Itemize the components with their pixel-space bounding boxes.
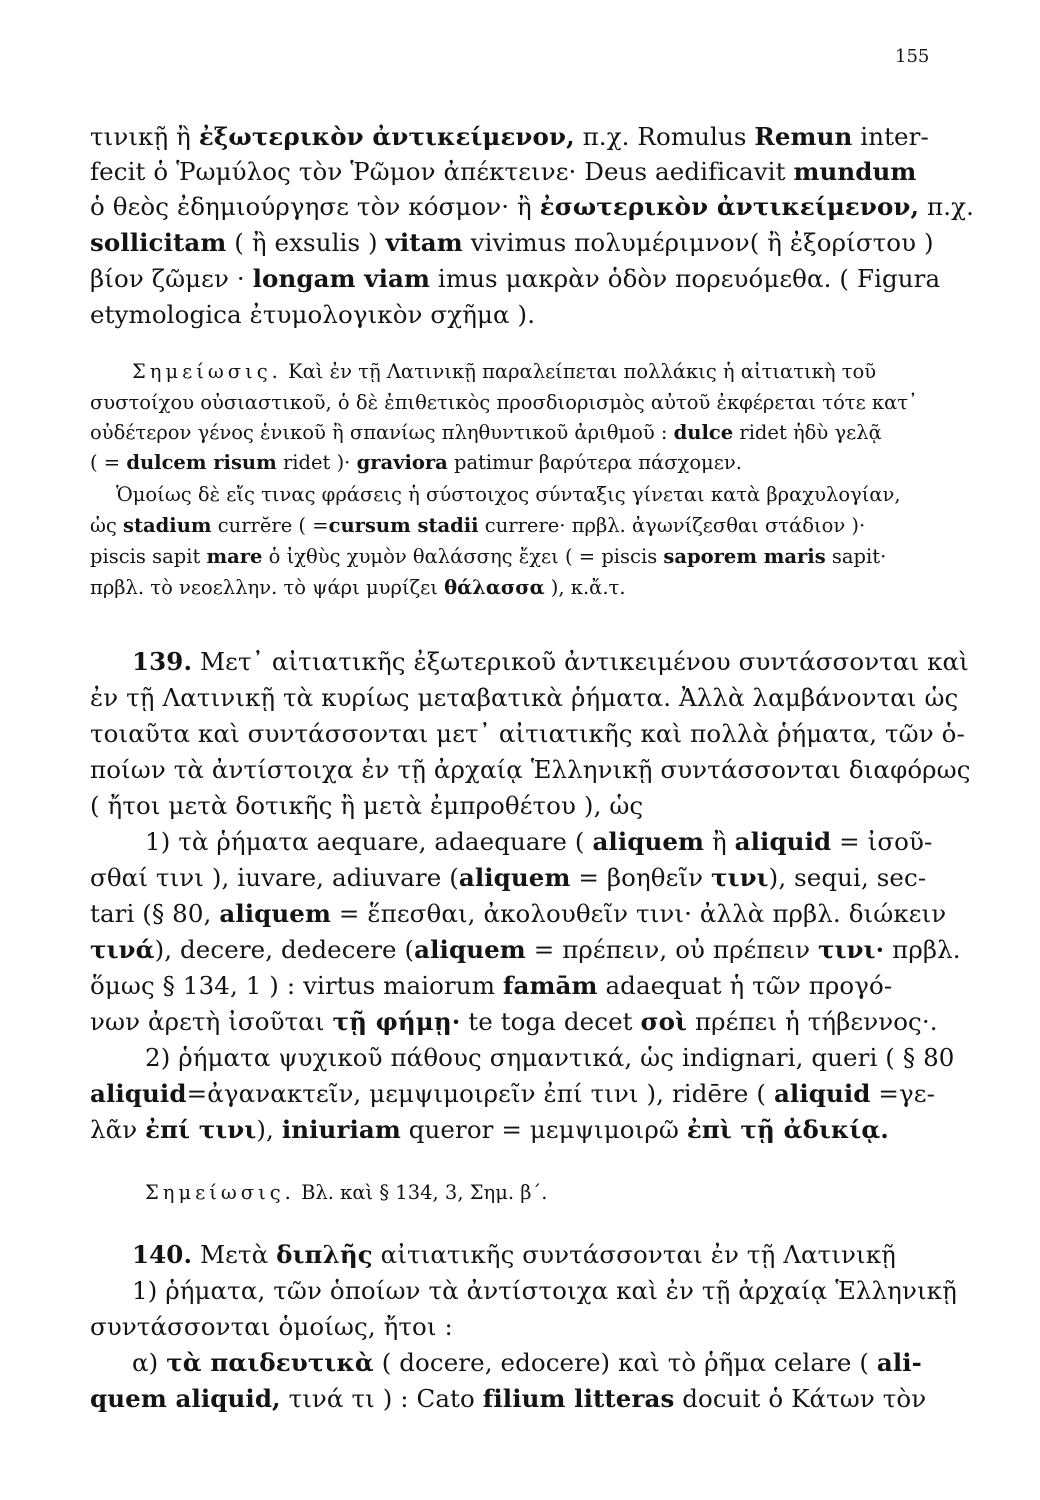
note-line: [132, 360, 960, 383]
text-segment: α): [132, 1348, 167, 1377]
bold-segment: σοὶ: [640, 1007, 688, 1036]
text-line: [90, 264, 960, 293]
text-segment: αἰτιατικῆς συντάσσονται ἐν τῇ Λατινικῇ: [372, 1240, 896, 1269]
bold-segment: ἐσωτερικὸν ἀντικείμενον,: [539, 192, 920, 221]
text-segment: queror = μεμψιμοιρῶ: [400, 1115, 687, 1144]
text-segment: οὐδέτερον γένος ἑνικοῦ ἢ σπανίως πληθυντικοῦ ἀριθμοῦ :: [90, 421, 674, 444]
note-line: [145, 1181, 960, 1204]
text-segment: ὁ ἰχθὺς χυμὸν θαλάσσης ἔχει ( = piscis: [262, 545, 664, 568]
text-line: [145, 1043, 960, 1072]
bold-segment: aliquem: [458, 863, 571, 892]
text-line: [90, 719, 965, 748]
bold-segment: Remun: [754, 122, 853, 151]
text-segment: βίον ζῶμεν ·: [90, 264, 253, 293]
text-segment: Μετ᾽ αἰτιατικῆς ἐξωτερικοῦ ἀντικειμένου συντάσσονται καὶ: [192, 647, 969, 676]
text-segment: piscis sapit: [90, 545, 207, 568]
text-line: [90, 157, 960, 186]
text-segment: τινικῇ ἢ: [90, 122, 199, 151]
text-segment: =γε-: [870, 1079, 935, 1108]
page-number: 155: [895, 46, 930, 67]
text-segment: ), sequi, sec-: [768, 863, 927, 892]
text-segment: ὁ θεὸς ἐδημιούργησε τὸν κόσμον· ἢ: [90, 192, 540, 221]
note-line: [90, 545, 960, 568]
bold-segment: aliquem: [414, 935, 526, 964]
text-segment: Μετὰ: [192, 1240, 277, 1269]
bold-segment: τῇ φήμῃ·: [332, 1007, 461, 1036]
bold-segment: quem aliquid,: [90, 1384, 281, 1413]
bold-segment: mare: [206, 545, 263, 568]
text-line: [90, 791, 960, 820]
text-segment: ridet ἡδὺ γελᾷ: [733, 421, 882, 444]
bold-segment: ali-: [876, 1348, 922, 1377]
text-segment: fecit ὁ Ῥωμύλος τὸν Ῥῶμον ἀπέκτεινε· Deus aedificavit: [90, 157, 794, 186]
note-line: [90, 514, 960, 537]
bold-segment: θάλασσα: [444, 576, 545, 599]
text-segment: ἢ: [704, 827, 735, 856]
text-segment: ὡς: [90, 514, 124, 537]
text-segment: σθαί τινι ), iuvare, adiuvare (: [90, 863, 459, 892]
text-segment: τοιαῦτα καὶ συντάσσονται μετ᾽ αἰτιατικῆς καὶ πολλὰ ῥήματα, τῶν ὁ-: [90, 719, 965, 748]
bold-segment: saporem maris: [663, 545, 826, 568]
bold-segment: ἐπί τινι: [145, 1115, 257, 1144]
text-segment: 2) ῥήματα ψυχικοῦ πάθους σημαντικά, ὡς indignari, queri ( § 80: [145, 1043, 955, 1072]
bold-segment: aliquid: [773, 1079, 871, 1108]
text-segment: ), decere, dedecere (: [154, 935, 415, 964]
text-segment: τινά τι ) : Cato: [280, 1384, 483, 1413]
text-segment: te toga decet: [460, 1007, 641, 1036]
bold-segment: 139.: [132, 647, 193, 676]
bold-segment: dulce: [673, 421, 734, 444]
note-line: [116, 483, 960, 506]
text-segment: πρβλ. τὸ νεοελλην. τὸ ψάρι μυρίζει: [90, 576, 445, 599]
text-line: [90, 971, 960, 1000]
text-line: [90, 122, 960, 151]
text-segment: Ὁμοίως δὲ εἴς τινας φράσεις ἡ σύστοιχος σύνταξις γίνεται κατὰ βραχυλογίαν,: [116, 483, 901, 506]
text-line: [90, 1079, 960, 1108]
text-segment: inter-: [852, 122, 929, 151]
text-line: [132, 1276, 960, 1305]
bold-segment: filium litteras: [482, 1384, 675, 1413]
text-segment: = βοηθεῖν: [570, 863, 712, 892]
text-segment: sapit·: [825, 545, 887, 568]
text-line: [90, 899, 960, 928]
text-segment: πρέπει ἡ τήβεννος·.: [687, 1007, 938, 1036]
text-segment: currĕre ( =: [211, 514, 329, 537]
bold-segment: τὰ παιδευτικὰ: [166, 1348, 374, 1377]
note-line: [90, 391, 960, 414]
text-line: [145, 827, 960, 856]
bold-segment: ἐπὶ τῇ ἀδικίᾳ.: [686, 1115, 889, 1144]
bold-segment: graviora: [356, 451, 448, 474]
text-segment: ὅμως § 134, 1 ) : virtus maiorum: [90, 971, 503, 1000]
text-segment: imus μακρὰν ὁδὸν πορευόμεθα. ( Figura: [430, 264, 941, 293]
bold-segment: aliquem: [219, 899, 331, 928]
bold-segment: ἐξωτερικὸν ἀντικείμενον,: [198, 122, 575, 151]
text-line: [132, 647, 969, 676]
text-line: [90, 1007, 960, 1036]
bold-segment: famām: [502, 971, 598, 1000]
text-segment: συντάσσονται ὁμοίως, ἤτοι :: [90, 1312, 453, 1341]
text-line: [90, 1384, 960, 1413]
text-segment: currere· πρβλ. ἀγωνίζεσθαι στάδιον )·: [478, 514, 866, 537]
text-segment: ( docere, edocere) καὶ τὸ ῥῆμα celare (: [373, 1348, 877, 1377]
text-line: [90, 863, 960, 892]
text-segment: ( ἤτοι μετὰ δοτικῆς ἢ μετὰ ἐμπροθέτου ), ὡς: [90, 791, 644, 820]
text-segment: = πρέπειν, οὐ πρέπειν: [525, 935, 819, 964]
text-segment: docuit ὁ Κάτων τὸν: [674, 1384, 927, 1413]
text-segment: λᾶν: [90, 1115, 146, 1144]
bold-segment: cursum stadii: [328, 514, 479, 537]
bold-segment: mundum: [793, 157, 917, 186]
note-line: [90, 421, 960, 444]
bold-segment: aliquid: [90, 1079, 187, 1108]
text-segment: 1) ῥήματα, τῶν ὁποίων τὰ ἀντίστοιχα καὶ ἐν τῇ ἀρχαίᾳ Ἑλληνικῇ: [132, 1276, 957, 1305]
text-line: [90, 192, 974, 221]
text-segment: συστοίχου οὐσιαστικοῦ, ὁ δὲ ἐπιθετικὸς προσδιορισμὸς αὐτοῦ ἐκφέρεται τότε κατ᾽: [90, 391, 918, 414]
bold-segment: aliquid: [734, 827, 832, 856]
text-line: [90, 935, 960, 964]
text-segment: πρβλ.: [884, 935, 961, 964]
bold-segment: vitam: [385, 228, 463, 257]
bold-segment: διπλῆς: [276, 1240, 373, 1269]
spaced-segment: Σημείωσις.: [132, 360, 282, 383]
text-segment: π.χ. Romulus: [574, 122, 755, 151]
bold-segment: τινι·: [818, 935, 885, 964]
text-segment: ποίων τὰ ἀντίστοιχα ἐν τῇ ἀρχαίᾳ Ἑλληνικῇ συντάσσονται διαφόρως: [90, 755, 971, 784]
text-line: [90, 228, 960, 257]
text-line: [132, 1348, 960, 1377]
text-line: [90, 300, 960, 329]
text-segment: ),: [256, 1115, 282, 1144]
bold-segment: longam viam: [252, 264, 431, 293]
text-segment: ἐν τῇ Λατινικῇ τὰ κυρίως μεταβατικὰ ῥήματα. Ἀλλὰ λαμβάνονται ὡς: [90, 683, 959, 712]
note-line: [90, 451, 960, 474]
bold-segment: sollicitam: [90, 228, 227, 257]
text-segment: ridet )·: [276, 451, 357, 474]
text-segment: ( =: [90, 451, 127, 474]
text-segment: Βλ. καὶ § 134, 3, Σημ. β´.: [294, 1181, 548, 1204]
text-line: [90, 1115, 960, 1144]
spaced-segment: Σημείωσις.: [145, 1181, 295, 1204]
text-segment: vivimus πολυμέριμνον( ἢ ἐξορίστου ): [462, 228, 934, 257]
bold-segment: aliquem: [592, 827, 705, 856]
text-segment: = ἰσοῦ-: [831, 827, 933, 856]
bold-segment: stadium: [123, 514, 212, 537]
text-segment: ), κ.ἄ.τ.: [544, 576, 626, 599]
text-segment: tari (§ 80,: [90, 899, 220, 928]
bold-segment: τινι: [711, 863, 769, 892]
bold-segment: 140.: [132, 1240, 193, 1269]
text-segment: ( ἢ exsulis ): [226, 228, 386, 257]
text-segment: =ἀγανακτεῖν, μεμψιμοιρεῖν ἐπί τινι ), ridēre (: [186, 1079, 774, 1108]
text-segment: νων ἀρετὴ ἰσοῦται: [90, 1007, 333, 1036]
text-segment: 1) τὰ ῥήματα aequare, adaequare (: [145, 827, 593, 856]
text-segment: Καὶ ἐν τῇ Λατινικῇ παραλείπεται πολλάκις ἡ αἰτιατικὴ τοῦ: [281, 360, 877, 383]
text-segment: = ἕπεσθαι, ἀκολουθεῖν τινι· ἀλλὰ πρβλ. διώκειν: [331, 899, 947, 928]
note-line: [90, 576, 960, 599]
bold-segment: τινά: [90, 935, 155, 964]
bold-segment: dulcem risum: [126, 451, 277, 474]
text-line: [132, 1240, 960, 1269]
text-line: [90, 683, 960, 712]
text-line: [90, 1312, 960, 1341]
text-segment: π.χ.: [919, 192, 974, 221]
text-segment: adaequat ἡ τῶν προγό-: [597, 971, 893, 1000]
text-segment: patimur βαρύτερα πάσχομεν.: [447, 451, 742, 474]
text-segment: etymologica ἐτυμολογικὸν σχῆμα ).: [90, 300, 536, 329]
bold-segment: iniuriam: [281, 1115, 401, 1144]
text-line: [90, 755, 971, 784]
